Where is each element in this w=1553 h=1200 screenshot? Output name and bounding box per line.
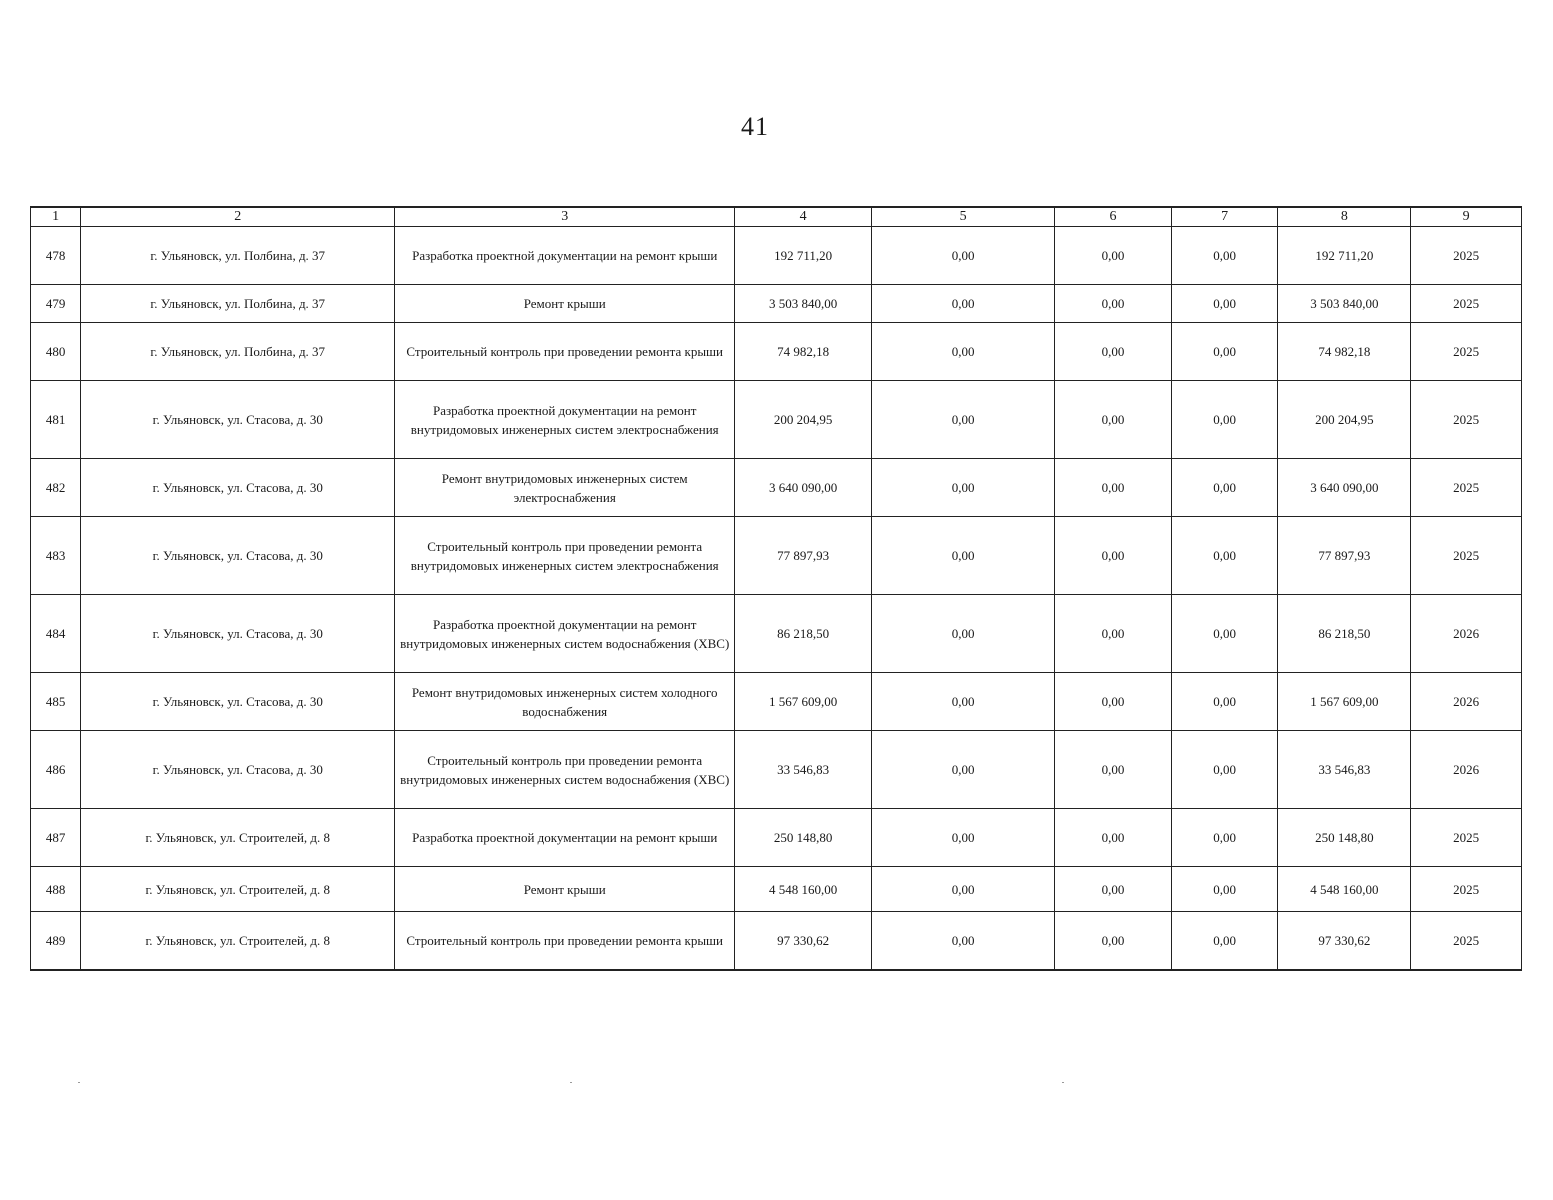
address-cell: г. Ульяновск, ул. Строителей, д. 8 (81, 912, 395, 970)
table-row (31, 809, 1522, 867)
address-cell: г. Ульяновск, ул. Стасова, д. 30 (81, 595, 395, 673)
amount-cell: 86 218,50 (1278, 595, 1411, 673)
column-header: 7 (1171, 207, 1278, 227)
work-type-cell: Строительный контроль при проведении ремонта крыши (395, 323, 735, 381)
amount-cell: 0,00 (872, 381, 1055, 459)
amount-cell: 0,00 (1055, 227, 1172, 285)
address-cell: г. Ульяновск, ул. Стасова, д. 30 (81, 673, 395, 731)
amount-cell: 0,00 (1055, 285, 1172, 323)
column-header: 8 (1278, 207, 1411, 227)
address-cell: г. Ульяновск, ул. Стасова, д. 30 (81, 381, 395, 459)
table-row (31, 867, 1522, 912)
scan-speck (1062, 1082, 1064, 1083)
amount-cell: 74 982,18 (1278, 323, 1411, 381)
work-type-cell: Разработка проектной документации на ремонт внутридомовых инженерных систем водоснабжения (ХВС) (395, 595, 735, 673)
amount-cell: 0,00 (1055, 381, 1172, 459)
amount-cell: 200 204,95 (1278, 381, 1411, 459)
year-cell: 2025 (1411, 381, 1522, 459)
amount-cell: 3 503 840,00 (735, 285, 872, 323)
amount-cell: 0,00 (1055, 673, 1172, 731)
amount-cell: 86 218,50 (735, 595, 872, 673)
work-type-cell: Строительный контроль при проведении ремонта крыши (395, 912, 735, 970)
address-cell: г. Ульяновск, ул. Стасова, д. 30 (81, 517, 395, 595)
amount-cell: 97 330,62 (735, 912, 872, 970)
year-cell: 2025 (1411, 285, 1522, 323)
column-header: 2 (81, 207, 395, 227)
address-cell: г. Ульяновск, ул. Полбина, д. 37 (81, 323, 395, 381)
table-row (31, 227, 1522, 285)
amount-cell: 0,00 (1171, 595, 1278, 673)
table-row (31, 323, 1522, 381)
work-type-cell: Ремонт крыши (395, 285, 735, 323)
amount-cell: 0,00 (1171, 731, 1278, 809)
work-type-cell: Строительный контроль при проведении ремонта внутридомовых инженерных систем водоснабжения (ХВС) (395, 731, 735, 809)
amount-cell: 77 897,93 (735, 517, 872, 595)
amount-cell: 77 897,93 (1278, 517, 1411, 595)
amount-cell: 4 548 160,00 (1278, 867, 1411, 912)
work-type-cell: Разработка проектной документации на ремонт крыши (395, 227, 735, 285)
row-number: 484 (31, 595, 81, 673)
amount-cell: 0,00 (1055, 459, 1172, 517)
amount-cell: 97 330,62 (1278, 912, 1411, 970)
amount-cell: 0,00 (872, 227, 1055, 285)
amount-cell: 192 711,20 (735, 227, 872, 285)
works-table (30, 206, 1522, 971)
amount-cell: 0,00 (872, 459, 1055, 517)
table-header-row (31, 207, 1522, 227)
table-row (31, 912, 1522, 970)
amount-cell: 0,00 (872, 673, 1055, 731)
amount-cell: 250 148,80 (735, 809, 872, 867)
address-cell: г. Ульяновск, ул. Строителей, д. 8 (81, 867, 395, 912)
row-number: 483 (31, 517, 81, 595)
amount-cell: 0,00 (1171, 912, 1278, 970)
amount-cell: 200 204,95 (735, 381, 872, 459)
row-number: 488 (31, 867, 81, 912)
amount-cell: 0,00 (1055, 323, 1172, 381)
year-cell: 2026 (1411, 673, 1522, 731)
amount-cell: 1 567 609,00 (1278, 673, 1411, 731)
scan-speck (570, 1082, 572, 1083)
amount-cell: 3 640 090,00 (1278, 459, 1411, 517)
year-cell: 2025 (1411, 227, 1522, 285)
amount-cell: 0,00 (872, 285, 1055, 323)
column-header: 9 (1411, 207, 1522, 227)
amount-cell: 0,00 (1171, 227, 1278, 285)
amount-cell: 0,00 (1055, 595, 1172, 673)
table-row (31, 731, 1522, 809)
address-cell: г. Ульяновск, ул. Полбина, д. 37 (81, 285, 395, 323)
amount-cell: 0,00 (1055, 731, 1172, 809)
amount-cell: 0,00 (1171, 459, 1278, 517)
amount-cell: 0,00 (872, 731, 1055, 809)
amount-cell: 0,00 (872, 323, 1055, 381)
address-cell: г. Ульяновск, ул. Полбина, д. 37 (81, 227, 395, 285)
row-number: 481 (31, 381, 81, 459)
amount-cell: 0,00 (1171, 809, 1278, 867)
work-type-cell: Разработка проектной документации на ремонт крыши (395, 809, 735, 867)
scan-speck (78, 1082, 80, 1083)
table-row (31, 517, 1522, 595)
table-row (31, 673, 1522, 731)
amount-cell: 0,00 (872, 867, 1055, 912)
amount-cell: 1 567 609,00 (735, 673, 872, 731)
row-number: 480 (31, 323, 81, 381)
work-type-cell: Разработка проектной документации на ремонт внутридомовых инженерных систем электроснабжения (395, 381, 735, 459)
amount-cell: 0,00 (872, 809, 1055, 867)
year-cell: 2026 (1411, 731, 1522, 809)
column-header: 6 (1055, 207, 1172, 227)
amount-cell: 0,00 (1055, 517, 1172, 595)
work-type-cell: Ремонт внутридомовых инженерных систем электроснабжения (395, 459, 735, 517)
row-number: 485 (31, 673, 81, 731)
year-cell: 2026 (1411, 595, 1522, 673)
row-number: 489 (31, 912, 81, 970)
year-cell: 2025 (1411, 912, 1522, 970)
table-row (31, 459, 1522, 517)
year-cell: 2025 (1411, 809, 1522, 867)
address-cell: г. Ульяновск, ул. Строителей, д. 8 (81, 809, 395, 867)
amount-cell: 3 640 090,00 (735, 459, 872, 517)
amount-cell: 0,00 (1171, 285, 1278, 323)
row-number: 482 (31, 459, 81, 517)
year-cell: 2025 (1411, 323, 1522, 381)
row-number: 487 (31, 809, 81, 867)
amount-cell: 0,00 (1171, 867, 1278, 912)
column-header: 4 (735, 207, 872, 227)
amount-cell: 0,00 (872, 595, 1055, 673)
amount-cell: 3 503 840,00 (1278, 285, 1411, 323)
table-row (31, 381, 1522, 459)
table-row (31, 595, 1522, 673)
row-number: 478 (31, 227, 81, 285)
table-row (31, 285, 1522, 323)
amount-cell: 0,00 (1171, 323, 1278, 381)
amount-cell: 0,00 (1171, 517, 1278, 595)
amount-cell: 0,00 (1055, 867, 1172, 912)
row-number: 479 (31, 285, 81, 323)
column-header: 5 (872, 207, 1055, 227)
work-type-cell: Строительный контроль при проведении ремонта внутридомовых инженерных систем электроснабжения (395, 517, 735, 595)
amount-cell: 0,00 (1171, 673, 1278, 731)
row-number: 486 (31, 731, 81, 809)
column-header: 1 (31, 207, 81, 227)
amount-cell: 4 548 160,00 (735, 867, 872, 912)
amount-cell: 0,00 (1055, 912, 1172, 970)
page-number: 41 (741, 112, 769, 141)
work-type-cell: Ремонт внутридомовых инженерных систем холодного водоснабжения (395, 673, 735, 731)
amount-cell: 0,00 (1055, 809, 1172, 867)
amount-cell: 0,00 (872, 912, 1055, 970)
amount-cell: 74 982,18 (735, 323, 872, 381)
amount-cell: 33 546,83 (1278, 731, 1411, 809)
year-cell: 2025 (1411, 867, 1522, 912)
year-cell: 2025 (1411, 517, 1522, 595)
column-header: 3 (395, 207, 735, 227)
amount-cell: 0,00 (872, 517, 1055, 595)
year-cell: 2025 (1411, 459, 1522, 517)
amount-cell: 33 546,83 (735, 731, 872, 809)
amount-cell: 192 711,20 (1278, 227, 1411, 285)
table-body (31, 227, 1522, 970)
address-cell: г. Ульяновск, ул. Стасова, д. 30 (81, 731, 395, 809)
amount-cell: 250 148,80 (1278, 809, 1411, 867)
amount-cell: 0,00 (1171, 381, 1278, 459)
work-type-cell: Ремонт крыши (395, 867, 735, 912)
address-cell: г. Ульяновск, ул. Стасова, д. 30 (81, 459, 395, 517)
